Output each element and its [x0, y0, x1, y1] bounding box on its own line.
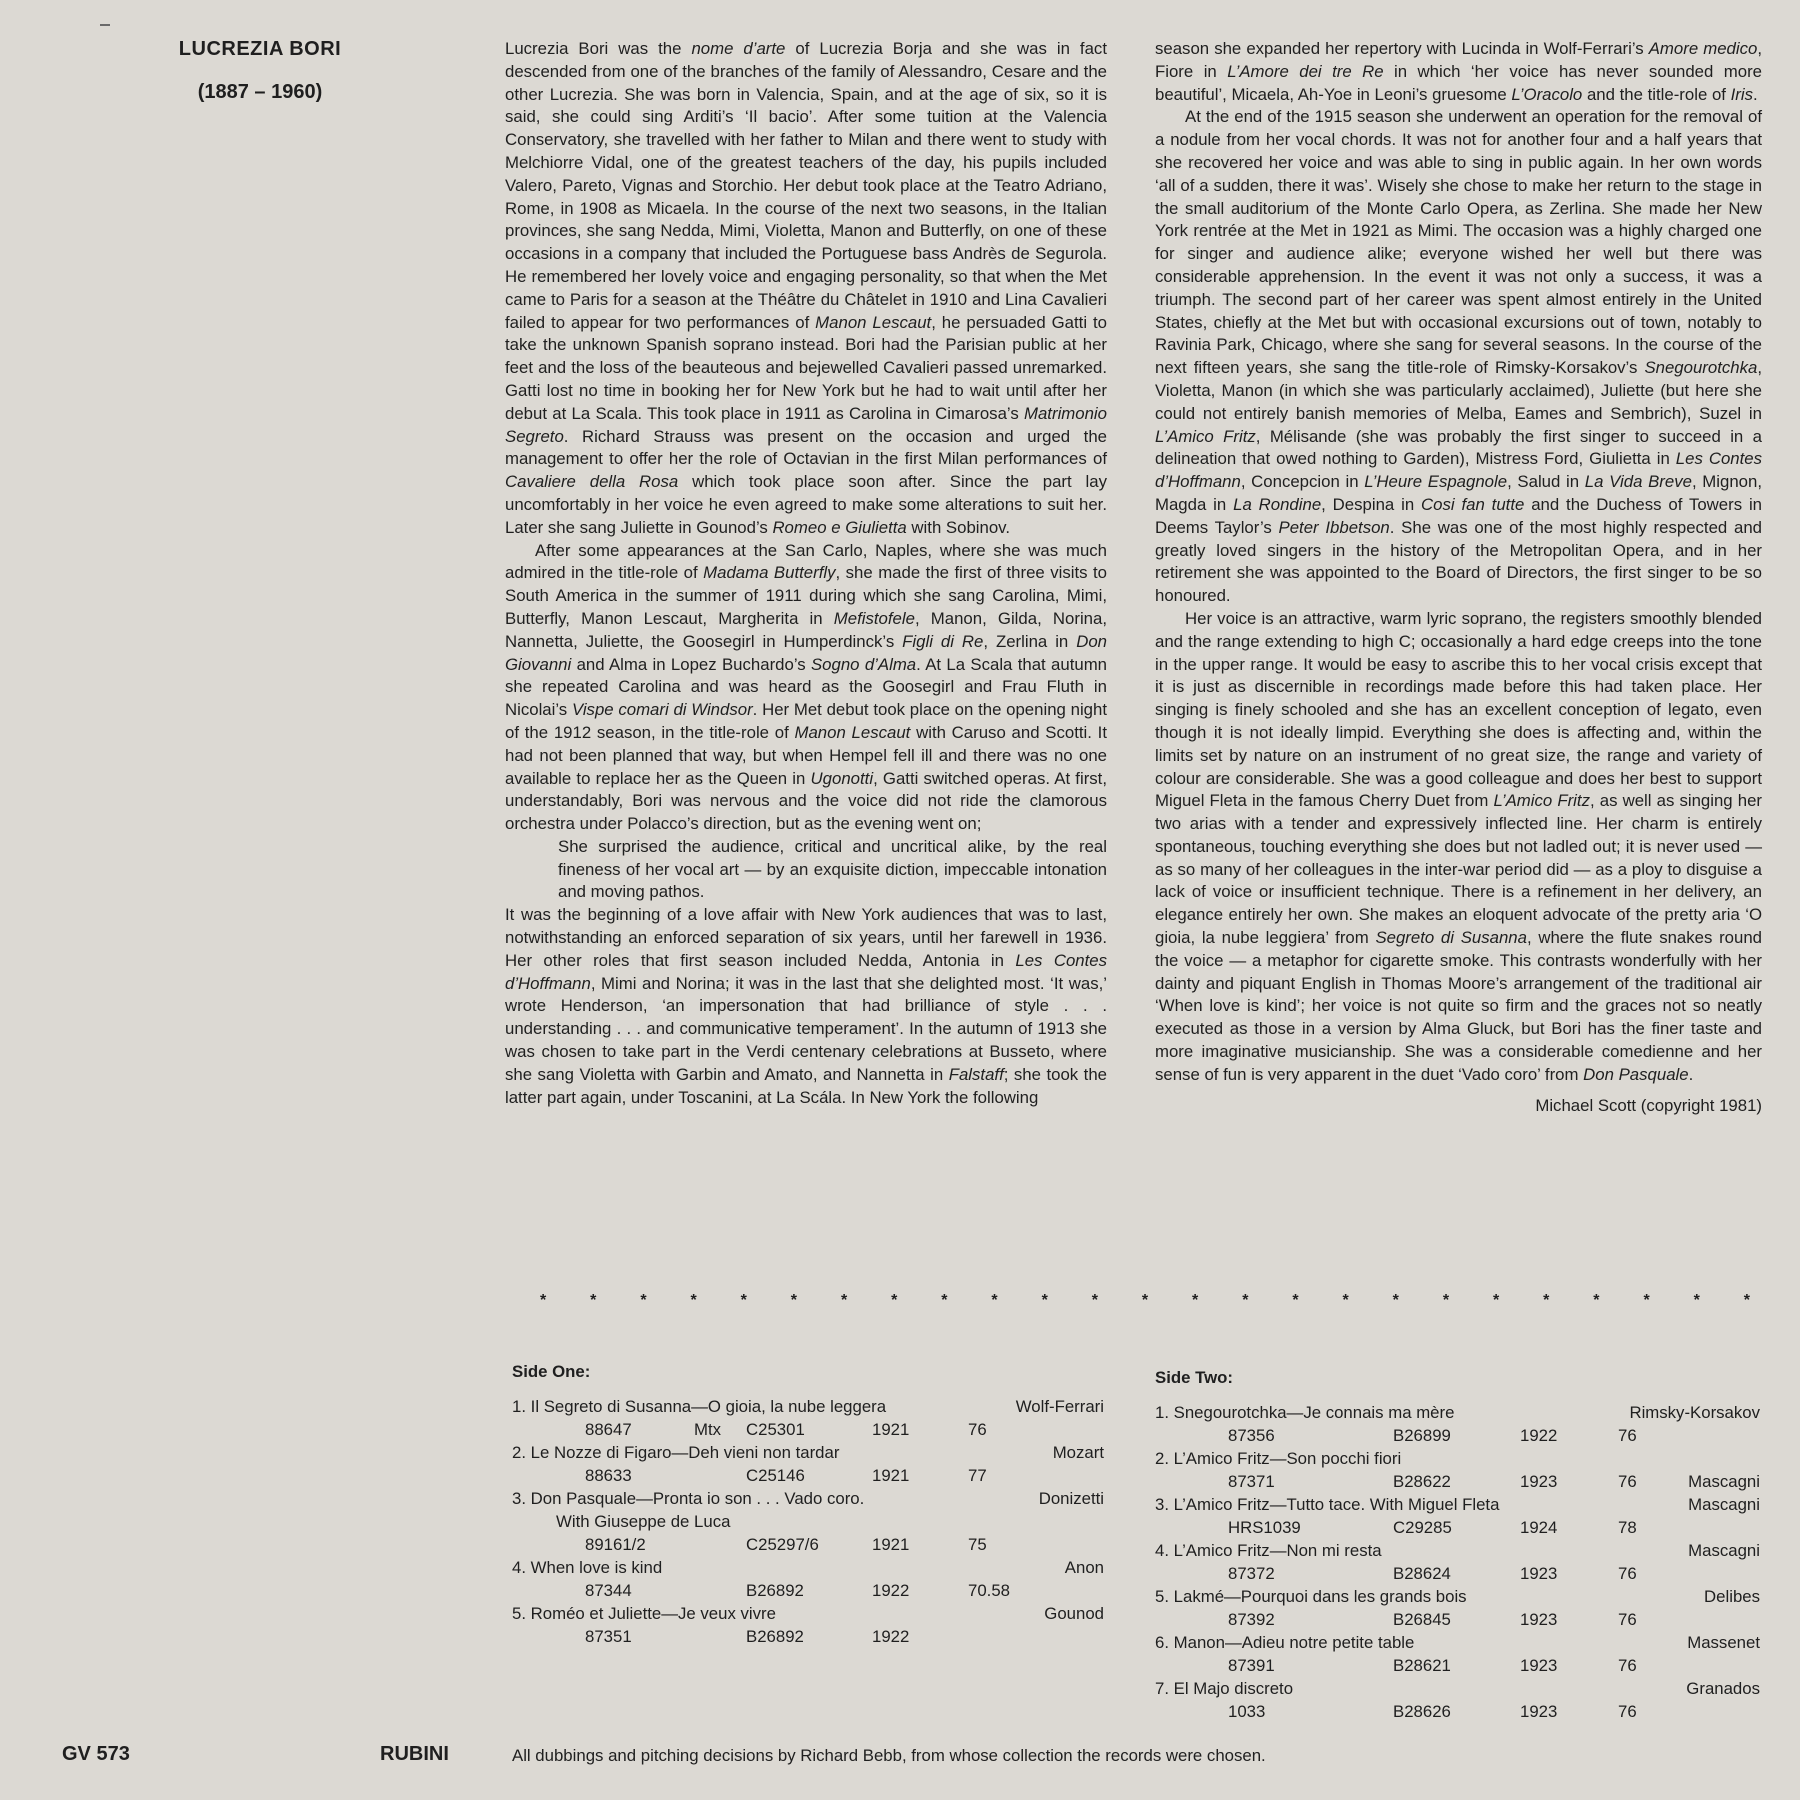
track-row — [512, 1395, 1104, 1441]
record-year: 1922 — [1520, 1426, 1558, 1445]
star-mark: * — [1041, 1292, 1048, 1309]
catalog-num: 87372 — [1228, 1564, 1275, 1583]
track-row — [1155, 1447, 1760, 1493]
matrix-num: C25301 — [746, 1420, 805, 1439]
record-speed: 76 — [1618, 1472, 1637, 1491]
track-composer: Rimsky-Korsakov — [1629, 1403, 1760, 1422]
star-mark: * — [690, 1292, 697, 1309]
catalog-num: 87392 — [1228, 1610, 1275, 1629]
star-mark: * — [740, 1292, 747, 1309]
track-row — [1155, 1631, 1760, 1677]
catalog-num: 88633 — [585, 1466, 632, 1485]
track-row — [1155, 1585, 1760, 1631]
track-title: 1. Il Segreto di Susanna—O gioia, la nube leggera — [512, 1397, 887, 1416]
star-mark: * — [1492, 1292, 1500, 1309]
track-composer: Mascagni — [1688, 1541, 1760, 1560]
track-title: 4. When love is kind — [512, 1558, 663, 1577]
catalog-num: 87351 — [585, 1627, 632, 1646]
track-composer: Donizetti — [1038, 1489, 1104, 1508]
star-mark: * — [1643, 1292, 1650, 1309]
matrix-num: B26892 — [746, 1627, 804, 1646]
star-mark: * — [540, 1292, 547, 1309]
track-title: 2. Le Nozze di Figaro—Deh vieni non tardar — [512, 1443, 840, 1462]
track-composer: Mascagni — [1688, 1472, 1760, 1491]
track-composer: Wolf-Ferrari — [1015, 1397, 1104, 1416]
track-composer: Mozart — [1052, 1443, 1104, 1462]
record-year: 1924 — [1520, 1518, 1558, 1537]
star-mark: * — [1392, 1292, 1399, 1309]
essay-paragraph: At the end of the 1915 season she underwent an operation for the removal of a nodule from her vocal chords. It was not for another four and a half years that she recovered her voice and was able to sing in public again. In her own words ‘all of a sudden, there it was’. Wisely she chose to make her return to the stage in the small auditorium of the Monte Carlo Opera, as Zerlina. She made her New York rentrée at the Met in 1921 as Mimi. The occasion was a highly charged one for singer and audience alike; everyone wished her well but there was considerable apprehension. In the event it was not only a success, it was a triumph. The second part of her career was spent almost entirely in the United States, chiefly at the Met but with occasional excursions out of town, notably to Ravinia Park, Chicago, where she sang for several seasons. In the course of the next fifteen years, she sang the title-role of Rimsky-Korsakov’s Snegourotchka, Violetta, Manon (in which she was particularly acclaimed), Juliette (but here she could not entirely banish memories of Melba, Eames and Sembrich), Suzel in L’Amico Fritz, Mélisande (she was probably the first singer to succeed in a delineation that owed nothing to Garden), Mistress Ford, Giulietta in Les Contes d’Hoffmann, Concepcion in L’Heure Espagnole, Salud in La Vida Breve, Mignon, Magda in La Rondine, Despina in Cosi fan tutte and the Duchess of Towers in Deems Taylor’s Peter Ibbetson. She was one of the most highly respected and greatly loved singers in the history of the Metropolitan Opera, and in her retirement she was appointed to the Board of Directors, the first singer to be so honoured. — [1155, 107, 1763, 606]
star-mark: * — [1743, 1292, 1750, 1309]
track-details — [512, 1579, 1104, 1602]
star-mark: * — [590, 1292, 597, 1309]
star-mark: * — [1242, 1292, 1249, 1309]
title-block — [160, 38, 360, 104]
catalog-num: 1033 — [1228, 1702, 1266, 1721]
record-speed: 76 — [1618, 1656, 1637, 1675]
star-mark: * — [991, 1292, 998, 1309]
catalog-num: 89161/2 — [585, 1535, 646, 1554]
record-year: 1923 — [1520, 1564, 1558, 1583]
track-title: 3. L’Amico Fritz—Tutto tace. With Miguel Fleta — [1155, 1495, 1500, 1514]
singer-dates: (1887 – 1960) — [197, 81, 323, 103]
essay-column-right — [1155, 38, 1762, 1117]
star-mark: * — [840, 1292, 848, 1309]
star-mark: * — [790, 1292, 798, 1309]
track-details — [512, 1533, 1104, 1556]
track-composer: Granados — [1686, 1679, 1760, 1698]
track-title: 6. Manon—Adieu notre petite table — [1155, 1633, 1415, 1652]
track-composer: Mascagni — [1688, 1495, 1760, 1514]
catalog-num: HRS1039 — [1228, 1518, 1301, 1537]
star-mark: * — [640, 1292, 647, 1309]
track-title: 3. Don Pasquale—Pronta io son . . . Vado coro. — [512, 1489, 865, 1508]
star-mark: * — [941, 1292, 948, 1309]
essay-quote: She surprised the audience, critical and uncritical alike, by the real fineness of her vocal art — by an exquisite diction, impeccable intonation and moving pathos. — [558, 836, 1107, 902]
record-speed: 76 — [1618, 1564, 1637, 1583]
star-divider — [540, 1292, 1750, 1310]
matrix-num: B28622 — [1393, 1472, 1451, 1491]
record-speed: 77 — [968, 1466, 987, 1485]
track-title: 2. L’Amico Fritz—Son pocchi fiori — [1155, 1449, 1402, 1468]
matrix-num: B28621 — [1393, 1656, 1451, 1675]
record-speed: 70.58 — [968, 1581, 1010, 1600]
track-details — [1155, 1424, 1760, 1447]
matrix-num: B26892 — [746, 1581, 804, 1600]
track-row — [1155, 1401, 1760, 1447]
track-composer: Massenet — [1687, 1633, 1760, 1652]
star-mark: * — [1192, 1292, 1199, 1309]
record-year: 1921 — [872, 1420, 910, 1439]
track-composer: Anon — [1064, 1558, 1104, 1577]
track-row — [512, 1441, 1104, 1487]
essay-paragraph: After some appearances at the San Carlo, Naples, where she was much admired in the title-role of Madama Butterfly, she made the first of three visits to South America in the summer of 1911 during which she sang Carolina, Mimi, Butterfly, Manon Lescaut, Margherita in Mefistofele, Manon, Gilda, Norina, Nannetta, Juliette, the Goosegirl in Humperdinck’s Figli di Re, Zerlina in Don Giovanni and Alma in Lopez Buchardo’s Sogno d’Alma. At La Scala that autumn she repeated Carolina and was heard as the Goosegirl and Frau Fluth in Nicolai’s Vispe comari di Windsor. Her Met debut took place on the opening night of the 1912 season, in the title-role of Manon Lescaut with Caruso and Scotti. It had not been planned that way, but when Hempel fell ill and there was no one available to replace her as the Queen in Ugonotti, Gatti switched operas. At first, understandably, Bori was nervous and the voice did not ride the clamorous orchestra under Polacco’s direction, but as the evening went on; — [505, 540, 1108, 834]
track-row — [1155, 1539, 1760, 1585]
track-title: 4. L’Amico Fritz—Non mi resta — [1155, 1541, 1382, 1560]
catalog-num: 88647 — [585, 1420, 632, 1439]
track-row — [512, 1487, 1104, 1556]
catalog-num: 87356 — [1228, 1426, 1275, 1445]
essay-column-right-body — [1155, 38, 1762, 1087]
track-details — [512, 1464, 1104, 1487]
record-speed: 76 — [1618, 1610, 1637, 1629]
record-speed: 75 — [968, 1535, 987, 1554]
track-details — [1155, 1470, 1760, 1493]
record-label: RUBINI — [380, 1743, 449, 1765]
essay-signature: Michael Scott (copyright 1981) — [1535, 1095, 1762, 1115]
catalog-num: 87344 — [585, 1581, 632, 1600]
star-mark: * — [1342, 1292, 1349, 1309]
side-two-tracklist — [1155, 1366, 1760, 1723]
track-details — [512, 1625, 1104, 1648]
star-mark: * — [1543, 1292, 1550, 1309]
track-row — [512, 1556, 1104, 1602]
star-mark: * — [1593, 1292, 1600, 1309]
matrix-num: B26899 — [1393, 1426, 1451, 1445]
matrix-num: C25146 — [746, 1466, 805, 1485]
track-subtitle: With Giuseppe de Luca — [556, 1512, 731, 1531]
track-details — [1155, 1608, 1760, 1631]
record-year: 1921 — [872, 1466, 910, 1485]
matrix-num: C29285 — [1393, 1518, 1452, 1537]
star-mark: * — [1442, 1292, 1450, 1309]
track-title: 5. Lakmé—Pourquoi dans les grands bois — [1155, 1587, 1467, 1606]
track-details — [1155, 1700, 1760, 1723]
essay-paragraph: Lucrezia Bori was the nome d’arte of Lucrezia Borja and she was in fact descended from one of the branches of the family of Alessandro, Cesare and the other Lucrezia. She was born in Valencia, Spain, and at the age of six, so it is said, she could sing Arditi’s ‘Il bacio’. After some tuition at the Valencia Conservatory, she travelled with her father to Milan and there went to study with Melchiorre Vidal, one of the greatest teachers of the day, his pupils included Valero, Pareto, Vignas and Storchio. Her debut took place at the Teatro Adriano, Rome, in 1908 as Micaela. In the course of the next two seasons, in the Italian provinces, she sang Nedda, Mimi, Violetta, Manon and Butterfly, on one of these occasions in a company that included the Portuguese bass Andrès de Segurola. He remembered her lovely voice and engaging personality, so that when the Met came to Paris for a season at the Théâtre du Châtelet in 1910 and Lina Cavalieri failed to appear for two performances of Manon Lescaut, he persuaded Gatti to take the unknown Spanish soprano instead. Bori had the Parisian public at her feet and the loss of the beauteous and bejewelled Cavalieri passed unremarked. Gatti lost no time in booking her for New York but he had to wait until after her debut at La Scala. This took place in 1911 as Carolina in Cimarosa’s Matrimonio Segreto. Richard Strauss was present on the occasion and urged the management to offer her the role of Octavian in the first Milan performances of Cavaliere della Rosa which took place soon after. Since the part lay uncomfortably in her voice he even agreed to make some alterations to suit her. Later she sang Juliette in Gounod’s Romeo e Giulietta with Sobinov. — [505, 39, 1107, 537]
track-details — [512, 1418, 1104, 1441]
record-speed: 78 — [1618, 1518, 1637, 1537]
track-title: 7. El Majo discreto — [1155, 1679, 1294, 1698]
catalog-number: GV 573 — [62, 1743, 130, 1765]
essay-paragraph: season she expanded her repertory with Lucinda in Wolf-Ferrari’s Amore medico, Fiore in L’Amore dei tre Re in which ‘her voice has never sounded more beautiful’, Micaela, Ah-Yoe in Leoni’s gruesome L’Oracolo and the title-role of Iris. — [1155, 39, 1763, 104]
record-year: 1923 — [1520, 1656, 1558, 1675]
record-year: 1923 — [1520, 1702, 1558, 1721]
matrix-num: B26845 — [1393, 1610, 1451, 1629]
record-year: 1922 — [872, 1627, 910, 1646]
corner-mark — [100, 24, 110, 26]
matrix-num: B28626 — [1393, 1702, 1451, 1721]
record-year: 1923 — [1520, 1610, 1558, 1629]
catalog-num: 87391 — [1228, 1656, 1275, 1675]
star-mark: * — [1693, 1292, 1700, 1309]
side-two-tracks — [1155, 1401, 1760, 1723]
track-details — [1155, 1562, 1760, 1585]
star-mark: * — [1091, 1292, 1098, 1309]
record-speed: 76 — [1618, 1426, 1637, 1445]
track-details — [1155, 1516, 1760, 1539]
matrix-num: C25297/6 — [746, 1535, 819, 1554]
star-mark: * — [1292, 1292, 1299, 1309]
track-row — [512, 1602, 1104, 1648]
track-title: 1. Snegourotchka—Je connais ma mère — [1155, 1403, 1455, 1422]
mtx-label: Mtx — [694, 1420, 722, 1439]
matrix-num: B28624 — [1393, 1564, 1451, 1583]
record-speed: 76 — [968, 1420, 987, 1439]
side-one-tracks — [512, 1395, 1104, 1648]
side-one-title: Side One: — [512, 1362, 591, 1381]
track-composer: Gounod — [1044, 1604, 1104, 1623]
side-one-tracklist — [512, 1360, 1104, 1648]
essay-column-left — [505, 38, 1107, 1109]
record-year: 1921 — [872, 1535, 910, 1554]
essay-paragraph: It was the beginning of a love affair with New York audiences that was to last, notwithstanding an enforced separation of six years, until her farewell in 1936. Her other roles that first season included Nedda, Antonia in Les Contes d’Hoffmann, Mimi and Norina; it was in the last that she delighted most. ‘It was,’ wrote Henderson, ‘an impersonation that had brilliance of style . . . understanding . . . and communicative temperament’. In the autumn of 1913 she was chosen to take part in the Verdi centenary celebrations at Busseto, where she sang Violetta with Garbin and Amato, and Nannetta in Falstaff; she took the latter part again, under Toscanini, at La Scála. In New York the following — [505, 905, 1107, 1107]
record-year: 1922 — [872, 1581, 910, 1600]
track-details — [1155, 1654, 1760, 1677]
track-row — [1155, 1493, 1760, 1539]
star-mark: * — [1141, 1292, 1149, 1309]
star-mark: * — [891, 1292, 898, 1309]
catalog-num: 87371 — [1228, 1472, 1275, 1491]
track-row — [1155, 1677, 1760, 1723]
record-speed: 76 — [1618, 1702, 1637, 1721]
track-composer: Delibes — [1704, 1587, 1760, 1606]
track-title: 5. Roméo et Juliette—Je veux vivre — [512, 1604, 776, 1623]
dubbing-credit: All dubbings and pitching decisions by Richard Bebb, from whose collection the records were chosen. — [512, 1746, 1266, 1765]
record-year: 1923 — [1520, 1472, 1558, 1491]
singer-name: LUCREZIA BORI — [178, 38, 342, 60]
essay-paragraph: Her voice is an attractive, warm lyric soprano, the registers smoothly blended and the range extending to high C; occasionally a hard edge creeps into the tone in the upper range. It would be easy to ascribe this to her vocal crisis except that it is just as discernible in recordings made before this had taken place. Her singing is finely schooled and she has an excellent conception of legato, even though it is not ideally limpid. Everything she does is affecting and, within the limits set by nature on an instrument of no great size, the range and variety of colour are considerable. She was a good colleague and does her best to support Miguel Fleta in the famous Cherry Duet from L’Amico Fritz, as well as singing her two arias with a tender and expressively inflected line. Her charm is entirely spontaneous, touching everything she does but not ladled out; it is never used — as so many of her colleagues in the inter-war period did — as a ploy to disguise a lack of voice or insufficient technique. There is a refinement in her delivery, an elegance entirely her own. She makes an eloquent advocate of the pretty aria ‘O gioia, la nube leggiera’ from Segreto di Susanna, where the flute snakes round the voice — a metaphor for cigarette smoke. This contrasts wonderfully with her dainty and piquant English in Thomas Moore’s arrangement of the traditional air ‘When love is kind’; her voice is not quite so firm and the graces not so neatly executed as those in a version by Alma Gluck, but Bori has the finer taste and more imaginative musicianship. She was a considerable comedienne and her sense of fun is very apparent in the duet ‘Vado coro’ from Don Pasquale. — [1155, 608, 1763, 1084]
side-two-title: Side Two: — [1155, 1368, 1233, 1387]
